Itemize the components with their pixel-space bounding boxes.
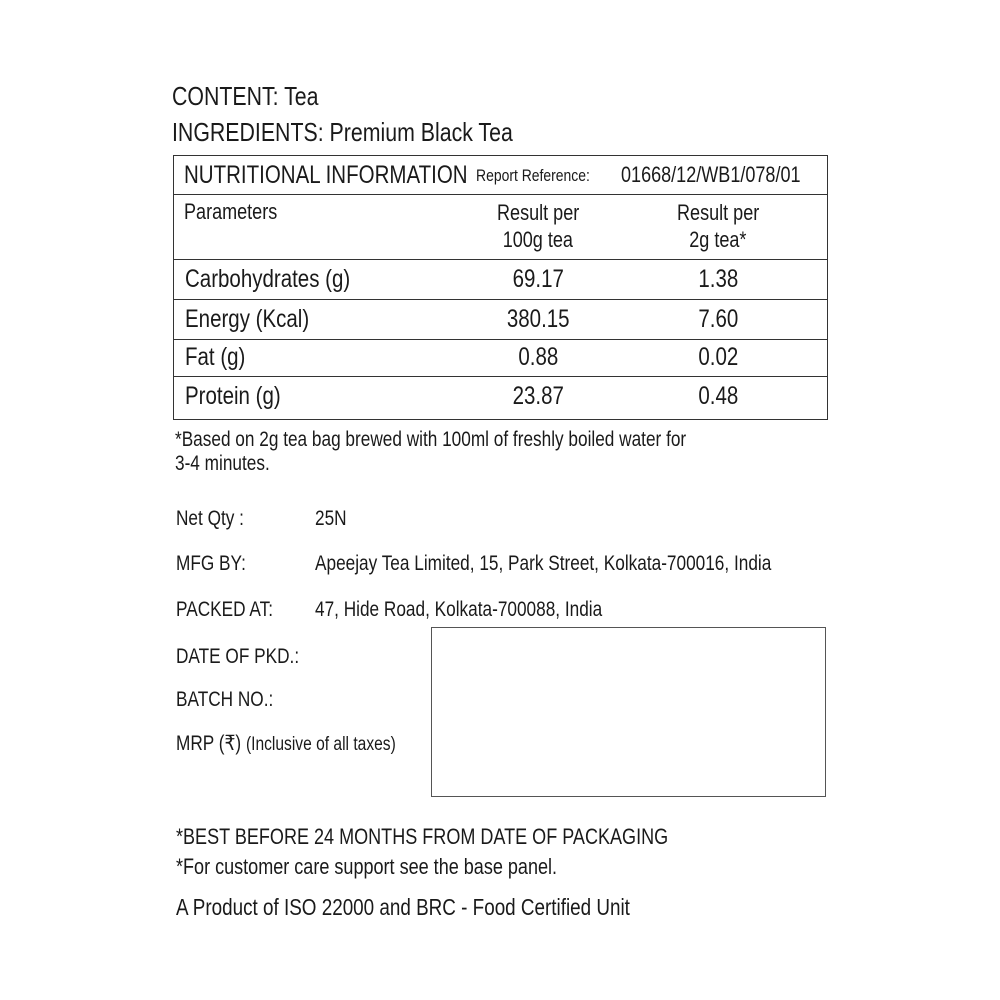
table-title: NUTRITIONAL INFORMATION: [184, 161, 468, 189]
certification-line: A Product of ISO 22000 and BRC - Food Certified Unit: [176, 894, 630, 920]
row-value-2g: 0.48: [698, 382, 738, 410]
row-parameter: Protein (g): [185, 382, 281, 410]
brewing-note-line1: *Based on 2g tea bag brewed with 100ml of freshly boiled water for: [175, 428, 687, 451]
mfg-label: MFG BY:: [176, 552, 246, 575]
ingredients-text: INGREDIENTS: Premium Black Tea: [172, 117, 513, 147]
packed-value: 47, Hide Road, Kolkata-700088, India: [315, 598, 603, 621]
row-parameter: Fat (g): [185, 343, 246, 371]
customer-care-line: *For customer care support see the base panel.: [176, 854, 558, 879]
packed-label: PACKED AT:: [176, 598, 273, 621]
row-parameter: Energy (Kcal): [185, 305, 310, 333]
mrp-label: [176, 731, 444, 758]
mrp-tax-note: (Inclusive of all taxes): [245, 734, 396, 755]
content-line: [172, 80, 351, 112]
table-row: [174, 340, 827, 377]
print-area-box: [431, 627, 826, 797]
batch-no-label: BATCH NO.:: [176, 688, 274, 711]
report-reference-label: Report Reference:: [476, 166, 590, 185]
row-value-100g: 0.88: [518, 343, 558, 371]
content-text: CONTENT: Tea: [172, 81, 319, 111]
table-title-row: [174, 156, 827, 195]
nutrition-table: [173, 155, 828, 420]
mrp-text: MRP (₹): [176, 732, 242, 755]
mfg-value: Apeejay Tea Limited, 15, Park Street, Kolkata-700016, India: [315, 552, 772, 575]
best-before-line: *BEST BEFORE 24 MONTHS FROM DATE OF PACKAGING: [176, 824, 669, 849]
row-value-100g: 23.87: [512, 382, 564, 410]
brewing-note: [175, 428, 798, 476]
column-header-parameters: Parameters: [184, 199, 278, 224]
row-value-2g: 0.02: [698, 343, 738, 371]
row-value-2g: 1.38: [698, 265, 738, 293]
brewing-note-line2: 3-4 minutes.: [175, 452, 270, 475]
table-row: [174, 260, 827, 300]
ingredients-line: [172, 116, 588, 148]
row-parameter: Carbohydrates (g): [185, 265, 351, 293]
net-qty-value: 25N: [315, 507, 347, 530]
net-qty-label: Net Qty :: [176, 507, 244, 530]
column-header-per-2g: Result per 2g tea*: [676, 200, 760, 252]
table-header-row: [174, 195, 827, 260]
table-row: [174, 300, 827, 340]
column-header-per-100g: Result per 100g tea: [496, 200, 580, 252]
row-value-100g: 380.15: [506, 305, 570, 333]
date-of-packing-label: DATE OF PKD.:: [176, 645, 300, 668]
report-reference-value: 01668/12/WB1/078/01: [621, 162, 801, 187]
row-value-2g: 7.60: [698, 305, 738, 333]
table-row: [174, 377, 827, 418]
row-value-100g: 69.17: [512, 265, 564, 293]
